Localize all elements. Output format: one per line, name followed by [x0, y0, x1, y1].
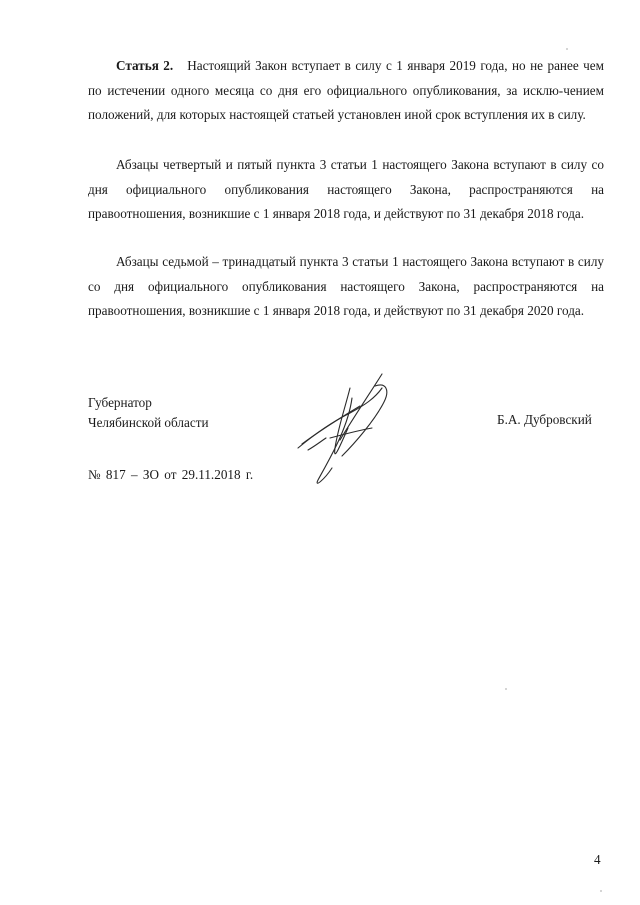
paragraph-effective-2020: Абзацы седьмой – тринадцатый пункта 3 статьи 1 настоящего Закона вступают в силу со дня официального опубликования настоящего Закона, распространяются на правоотношения, возникшие с 1 января 2018 года, и действуют по 31 декабря 2020 года.	[88, 254, 604, 318]
scan-speck	[566, 48, 568, 50]
signer-title-line1: Губернатор	[88, 395, 152, 410]
paragraph-effective-2018: Абзацы четвертый и пятый пункта 3 статьи 1 настоящего Закона вступают в силу со дня официального опубликования настоящего Закона, распространяются на правоотношения, возникшие с 1 января 2018 года, и действуют по 31 декабря 2018 года.	[88, 157, 604, 221]
scan-speck	[505, 688, 507, 690]
article-label: Статья 2.	[116, 58, 174, 73]
law-number-date: № 817 – ЗО от 29.11.2018 г.	[88, 467, 254, 482]
article-text: Настоящий Закон вступает в силу с 1 января 2019 года, но не ранее чем по истечении одного месяца со дня его официального опубликования, за исклю-чением положений, для которых настоящей статьей установлен иной срок вступления их в силу.	[88, 58, 605, 122]
article-2-paragraph	[88, 54, 604, 128]
scan-speck	[600, 890, 602, 892]
page-number: 4	[594, 852, 601, 867]
signer-name: Б.А. Дубровский	[497, 412, 592, 427]
signer-title-line2: Челябинской области	[88, 415, 209, 430]
signer-title	[88, 393, 209, 433]
handwritten-signature	[290, 368, 400, 493]
